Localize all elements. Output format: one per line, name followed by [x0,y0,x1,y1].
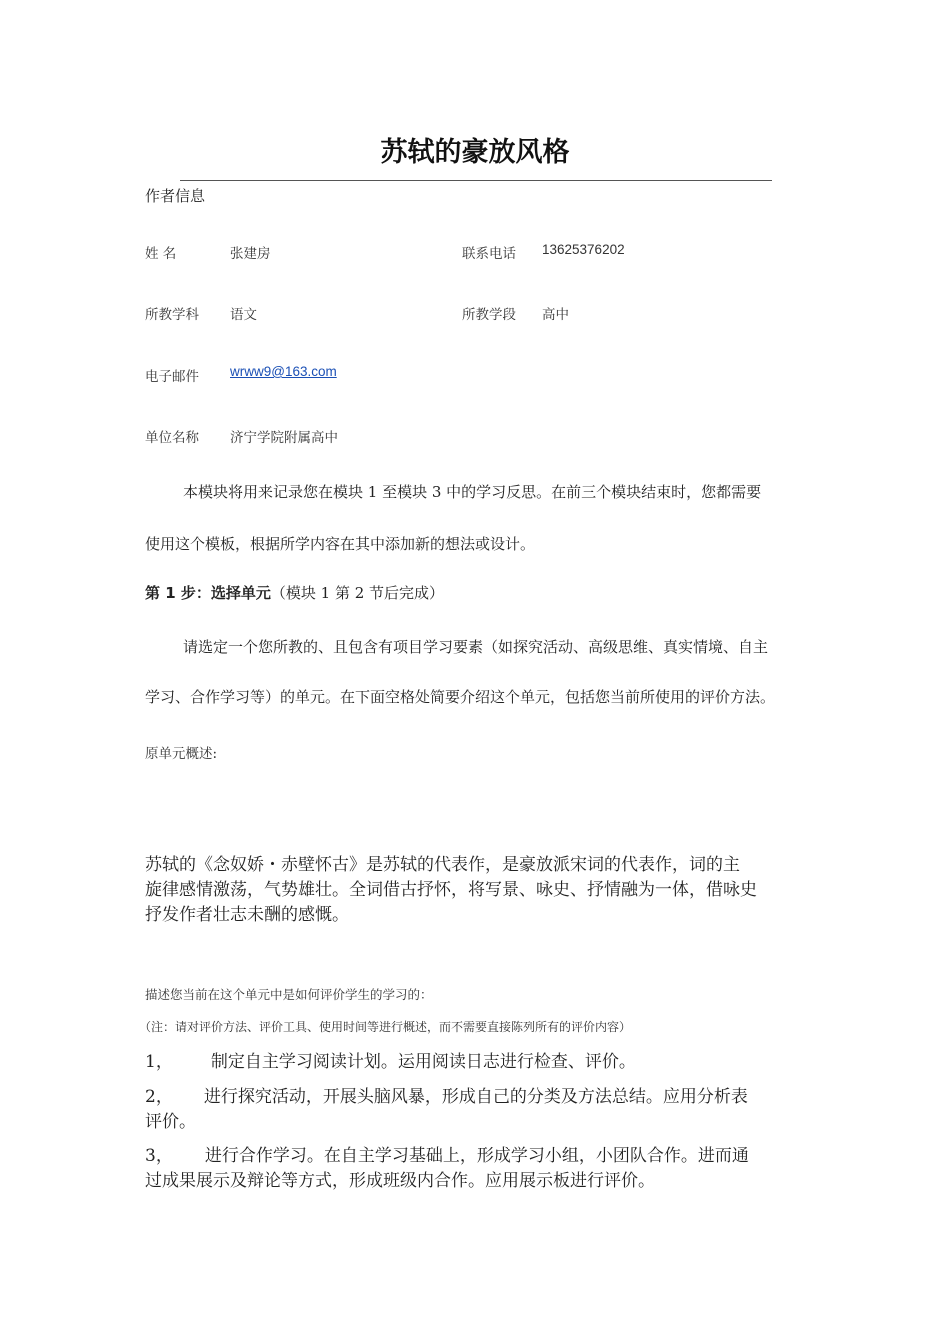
eval-item-2 [145,1085,805,1135]
level-value: 高中 [542,307,569,323]
document-title: 苏轼的豪放风格 [380,137,570,168]
eval-item-3-text-cont: 过成果展示及辩论等方式，形成班级内合作。应用展示板进行评价。 [145,1171,655,1191]
eval-item-3-text: 进行合作学习。在自主学习基础上，形成学习小组，小团队合作。进而通 [204,1146,749,1166]
eval-item-2-text: 进行探究活动，开展头脑风暴，形成自己的分类及方法总结。应用分析表 [203,1087,748,1107]
eval-item-1-text: 制定自主学习阅读计划。运用阅读日志进行检查、评价。 [210,1052,636,1072]
eval-item-1 [145,1050,805,1075]
step1-heading [145,582,444,603]
phone-value: 13625376202 [542,242,625,257]
eval-note: （注：请对评价方法、评价工具、使用时间等进行概述，而不需要直接陈列所有的评价内容） [139,1020,632,1034]
overview-line-2: 旋律感情激荡，气势雄壮。全词借古抒怀，将写景、咏史、抒情融为一体，借咏史 [145,880,757,900]
phone-label: 联系电话 [462,246,516,262]
subject-value: 语文 [230,307,257,323]
intro-line-2: 使用这个模板，根据所学内容在其中添加新的想法或设计。 [145,535,536,553]
subject-label: 所教学科 [145,307,199,323]
eval-item-3-num: 3， [145,1146,173,1166]
name-label: 姓 名 [145,246,177,262]
eval-item-3 [145,1144,805,1194]
name-value: 张建房 [230,246,271,262]
unit-label: 单位名称 [145,430,199,446]
overview-line-1: 苏轼的《念奴娇・赤壁怀古》是苏轼的代表作，是豪放派宋词的代表作，词的主 [145,855,740,875]
level-label: 所教学段 [462,307,516,323]
step1-desc-line-1: 请选定一个您所教的、且包含有项目学习要素（如探究活动、高级思维、真实情境、自主 [183,638,769,656]
overview-line-3: 抒发作者壮志未酬的感慨。 [145,905,349,925]
email-link[interactable]: wrww9@163.com [230,364,337,379]
overview-label: 原单元概述: [145,746,218,762]
step1-desc-line-2: 学习、合作学习等）的单元。在下面空格处简要介绍这个单元，包括您当前所使用的评价方法。 [145,688,776,706]
unit-value: 济宁学院附属高中 [230,430,338,446]
step1-heading-bold: 第 1 步：选择单元 [145,584,271,602]
eval-label: 描述您当前在这个单元中是如何评价学生的学习的： [145,987,433,1002]
eval-item-1-num: 1， [145,1052,173,1072]
email-label: 电子邮件 [145,369,199,385]
eval-item-2-num: 2， [145,1087,173,1107]
eval-item-2-text-cont: 评价。 [145,1112,196,1132]
author-info-heading: 作者信息 [145,187,206,205]
overview-text [145,853,805,928]
intro-line-1: 本模块将用来记录您在模块 1 至模块 3 中的学习反思。在前三个模块结束时，您都需要 [183,483,762,501]
step1-heading-note: （模块 1 第 2 节后完成） [270,584,445,602]
title-underline [180,180,772,181]
